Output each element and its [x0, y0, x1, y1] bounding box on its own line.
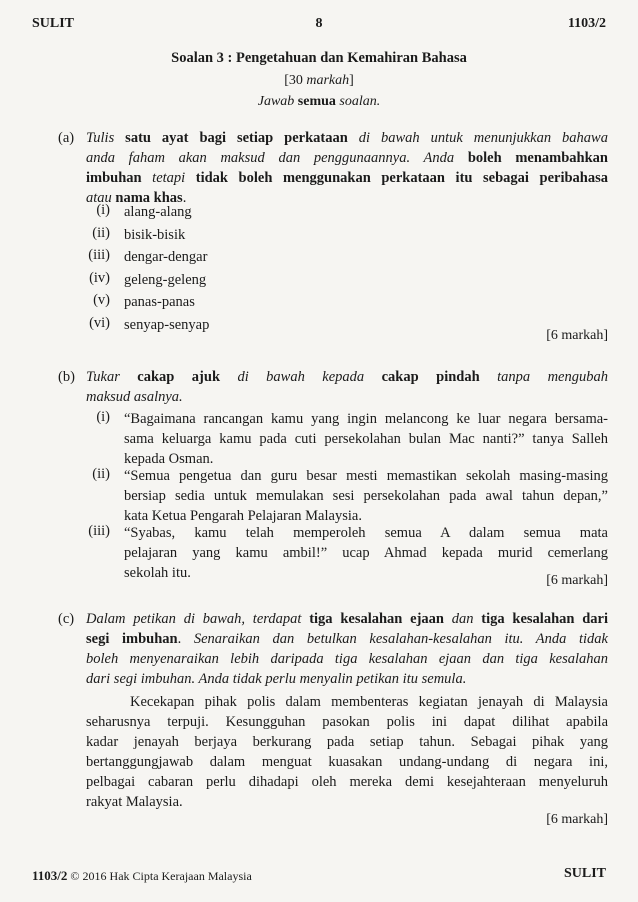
- instruction-line: [86, 367, 608, 387]
- instruction-segment: Dalam petikan di bawah, terdapat: [86, 611, 310, 627]
- item-number: (v): [93, 292, 110, 308]
- instruction-segment: tetapi: [141, 170, 196, 186]
- item-word: panas-panas: [124, 294, 195, 310]
- section-instruction: Jawab semua soalan.: [257, 94, 381, 109]
- instruction-segment: cakap ajuk: [137, 369, 221, 385]
- instruction-segment: boleh menambahkan: [467, 150, 608, 166]
- instruction-segment: tiga kesalahan dari: [481, 611, 608, 627]
- section-title: Soalan 3 : Pengetahuan dan Kemahiran Bahasa: [171, 50, 467, 66]
- instruction-line: [86, 387, 608, 407]
- instruction-segment: tidak boleh menggunakan perkataan itu sebagai peribahasa: [195, 170, 608, 186]
- footer-left: 1103/2 © 2016 Hak Cipta Kerajaan Malaysia: [32, 868, 252, 883]
- item-number: (ii): [92, 224, 110, 241]
- header-right: 1103/2: [567, 16, 606, 31]
- footer-right: SULIT: [563, 866, 606, 881]
- passage-line: bertanggungjawab dalam menguat kuasakan undang-undang di negara ini,: [86, 754, 608, 770]
- instruction-segment: maksud asalnya.: [86, 389, 183, 405]
- header-left: SULIT: [32, 16, 75, 31]
- sentence-line: bersiap sedia untuk memulakan sesi persekolahan pada awal tahun depan,”: [124, 488, 608, 504]
- item-word: alang-alang: [124, 204, 192, 220]
- question-b-marks: [6 markah]: [546, 573, 608, 588]
- page-number: 8: [315, 16, 323, 31]
- question-b-label: (b): [58, 369, 75, 385]
- sentence-line: sekolah itu.: [124, 565, 191, 581]
- item-sentence: [124, 409, 608, 469]
- section-marks: [30 markah]: [284, 73, 354, 88]
- sentence-line: sama keluarga kamu pada cuti persekolahan bulan Mac nanti?” tanya Salleh: [124, 431, 608, 447]
- instruction-segment: dan: [443, 611, 482, 627]
- item-word: geleng-geleng: [124, 271, 207, 288]
- instruction-segment: imbuhan: [86, 170, 142, 186]
- sentence-line: kata Ketua Pengarah Pelajaran Malaysia.: [124, 508, 362, 524]
- passage-line: pelbagai cabaran perlu dihadapi oleh mereka demi kesejahteraan menyeluruh: [86, 774, 608, 790]
- sentence-line: “Semua pengetua dan guru besar mesti memastikan sekolah masing-masing: [124, 468, 608, 484]
- item-number: (iii): [88, 247, 110, 263]
- sentence-line: pelajaran yang kamu ambil!” ucap Ahmad kepada murid cemerlang: [124, 545, 608, 561]
- item-sentence: [124, 466, 608, 526]
- instruction-line: [86, 168, 608, 188]
- instruction-segment: atau: [86, 190, 116, 206]
- passage-line: seharusnya terpuji. Kesungguhan pasokan polis ini dapat dilihat apabila: [86, 714, 608, 730]
- sentence-line: “Bagaimana rancangan kamu yang ingin melancong ke luar negara bersama-: [124, 411, 608, 427]
- instruction-segment: Tukar: [86, 369, 138, 385]
- item-word: bisik-bisik: [124, 226, 186, 243]
- sentence-line: kepada Osman.: [124, 451, 214, 467]
- item-number: (i): [96, 202, 110, 218]
- instruction-segment: boleh menyenaraikan lebih daripada tiga kesalahan ejaan dan tiga kesalahan: [86, 651, 608, 667]
- question-c-marks: [6 markah]: [546, 812, 608, 827]
- instruction-line: [86, 649, 608, 669]
- item-number: (vi): [89, 314, 110, 331]
- instruction-segment: Senaraikan dan betulkan kesalahan-kesalahan itu. Anda tidak: [193, 631, 608, 647]
- instruction-line: [86, 609, 608, 629]
- passage-line: rakyat Malaysia.: [86, 794, 183, 810]
- instruction-segment: satu ayat bagi setiap perkataan: [125, 130, 348, 146]
- passage-line: kadar jenayah berjaya berkurang pada setiap tahun. Sebagai pihak yang: [86, 734, 608, 750]
- item-number: (iii): [88, 523, 110, 539]
- instruction-segment: .: [182, 190, 187, 206]
- instruction-segment: di bawah untuk menunjukkan bahawa: [347, 130, 608, 146]
- item-number: (ii): [92, 466, 110, 482]
- question-a-text: [86, 128, 608, 208]
- question-c-label: (c): [58, 611, 75, 627]
- sentence-line: “Syabas, kamu telah memperoleh semua A dalam semua mata: [124, 525, 608, 541]
- question-c-passage: [86, 692, 608, 812]
- instruction-line: [86, 148, 608, 168]
- instruction-line: [86, 128, 608, 148]
- instruction-segment: Tulis: [86, 130, 126, 146]
- passage-line: Kecekapan pihak polis dalam membenteras kegiatan jenayah di Malaysia: [130, 694, 608, 710]
- instruction-line: [86, 629, 608, 649]
- question-a-label: (a): [58, 130, 75, 146]
- instruction-segment: tanpa mengubah: [479, 369, 608, 385]
- question-b-text: [86, 367, 608, 407]
- item-number: (i): [96, 409, 110, 425]
- instruction-segment: anda faham akan maksud dan penggunaannya. Anda: [86, 150, 468, 166]
- instruction-line: [86, 669, 608, 689]
- instruction-segment: cakap pindah: [381, 369, 480, 385]
- item-number: (iv): [89, 269, 110, 286]
- question-c-text: [86, 609, 608, 689]
- instruction-segment: di bawah kepada: [220, 369, 382, 385]
- item-word: dengar-dengar: [124, 249, 208, 265]
- item-word: senyap-senyap: [124, 316, 210, 333]
- instruction-segment: dari segi imbuhan. Anda tidak perlu menyalin petikan itu semula.: [86, 671, 467, 687]
- instruction-segment: tiga kesalahan ejaan: [309, 611, 444, 627]
- question-a-marks: [6 markah]: [546, 328, 608, 343]
- instruction-segment: .: [177, 631, 194, 647]
- instruction-segment: segi imbuhan: [86, 631, 178, 647]
- instruction-segment: nama khas: [115, 190, 183, 206]
- item-sentence: [124, 523, 608, 583]
